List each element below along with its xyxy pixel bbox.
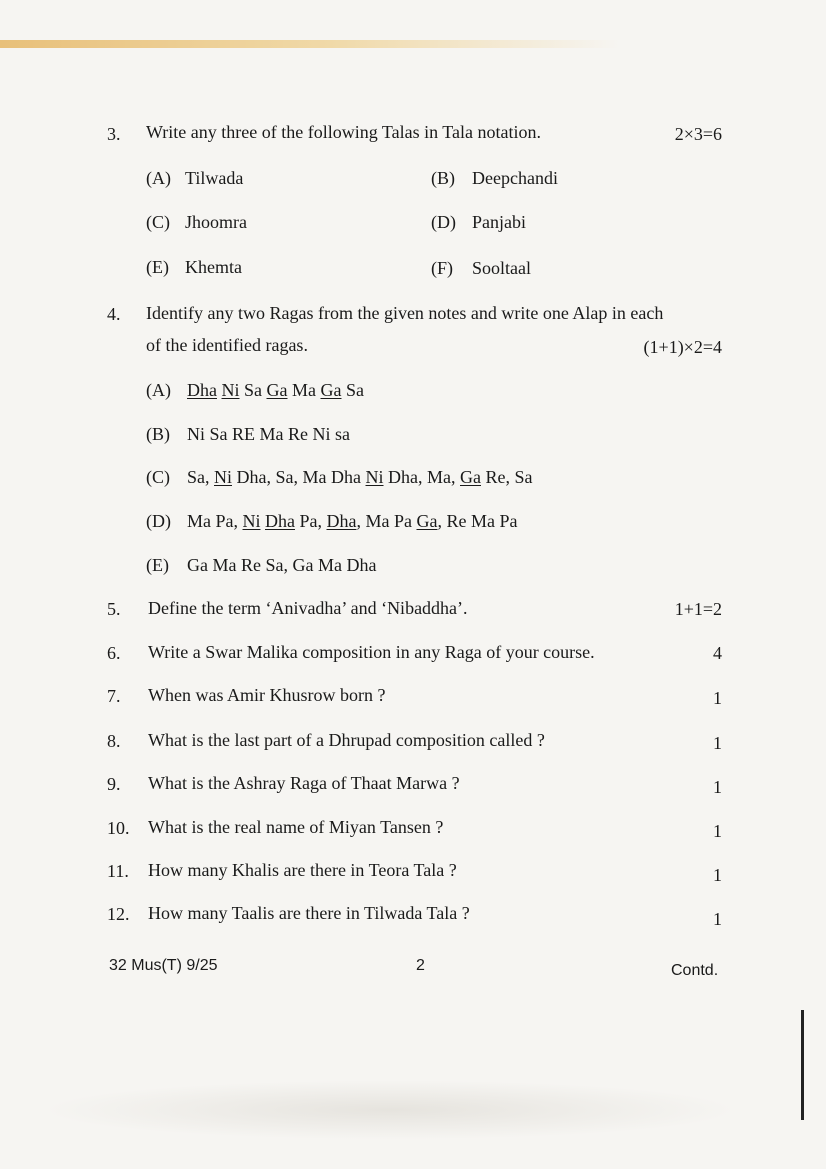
option-label: (B)	[146, 424, 170, 444]
question-number: 5.	[107, 599, 121, 619]
question-number: 4.	[107, 304, 121, 324]
question-text: Write any three of the following Talas in Tala notation.	[146, 122, 541, 142]
question-marks: 2×3=6	[674, 124, 722, 144]
scan-top-edge	[0, 40, 826, 48]
question-text-line-2: of the identified ragas.	[146, 335, 308, 355]
question-marks: 1	[713, 821, 722, 841]
paper-code: 32 Mus(T) 9/25	[109, 957, 218, 974]
question-number: 12.	[107, 904, 130, 924]
option-notes: Ga Ma Re Sa, Ga Ma Dha	[187, 555, 377, 575]
question-marks: 1	[713, 909, 722, 929]
option-label: (C)	[146, 212, 170, 232]
option-notes: Sa, Ni Dha, Sa, Ma Dha Ni Dha, Ma, Ga Re, Sa	[187, 467, 533, 487]
question-number: 8.	[107, 731, 121, 751]
question-text: How many Khalis are there in Teora Tala ?	[148, 860, 457, 880]
question-text: What is the real name of Miyan Tansen ?	[148, 817, 444, 837]
question-number: 10.	[107, 818, 130, 838]
option-text: Khemta	[185, 257, 242, 277]
option-label: (A)	[146, 168, 171, 188]
option-label: (A)	[146, 380, 171, 400]
option-label: (D)	[146, 511, 171, 531]
question-text: What is the last part of a Dhrupad composition called ?	[148, 730, 545, 750]
option-label: (C)	[146, 467, 170, 487]
option-text: Panjabi	[472, 212, 526, 232]
option-notes: Dha Ni Sa Ga Ma Ga Sa	[187, 380, 364, 400]
page-number: 2	[416, 957, 425, 974]
question-text-line-1: Identify any two Ragas from the given notes and write one Alap in each	[146, 303, 664, 323]
question-text: How many Taalis are there in Tilwada Tala ?	[148, 903, 470, 923]
option-label: (E)	[146, 555, 169, 575]
question-text: When was Amir Khusrow born ?	[148, 685, 386, 705]
option-label: (F)	[431, 258, 453, 278]
question-marks: 1	[713, 777, 722, 797]
option-label: (E)	[146, 257, 169, 277]
scan-right-edge-mark	[801, 1010, 804, 1120]
option-text: Deepchandi	[472, 168, 558, 188]
question-text: Define the term ‘Anivadha’ and ‘Nibaddha’.	[148, 598, 468, 618]
question-text: Write a Swar Malika composition in any Raga of your course.	[148, 642, 595, 662]
option-notes: Ma Pa, Ni Dha Pa, Dha, Ma Pa Ga, Re Ma Pa	[187, 511, 518, 531]
question-marks: 4	[713, 643, 722, 663]
question-marks: (1+1)×2=4	[643, 337, 722, 357]
scan-smudge	[40, 1080, 740, 1140]
option-label: (D)	[431, 212, 456, 232]
question-marks: 1	[713, 865, 722, 885]
option-text: Sooltaal	[472, 258, 531, 278]
option-text: Tilwada	[185, 168, 244, 188]
question-number: 11.	[107, 861, 129, 881]
question-marks: 1+1=2	[674, 599, 722, 619]
option-text: Jhoomra	[185, 212, 247, 232]
question-number: 3.	[107, 124, 121, 144]
continued-label: Contd.	[671, 962, 719, 979]
option-notes: Ni Sa RE Ma Re Ni sa	[187, 424, 351, 444]
question-marks: 1	[713, 733, 722, 753]
option-label: (B)	[431, 168, 455, 188]
question-number: 6.	[107, 643, 121, 663]
question-text: What is the Ashray Raga of Thaat Marwa ?	[148, 773, 460, 793]
question-marks: 1	[713, 688, 722, 708]
question-number: 7.	[107, 686, 121, 706]
question-number: 9.	[107, 774, 121, 794]
